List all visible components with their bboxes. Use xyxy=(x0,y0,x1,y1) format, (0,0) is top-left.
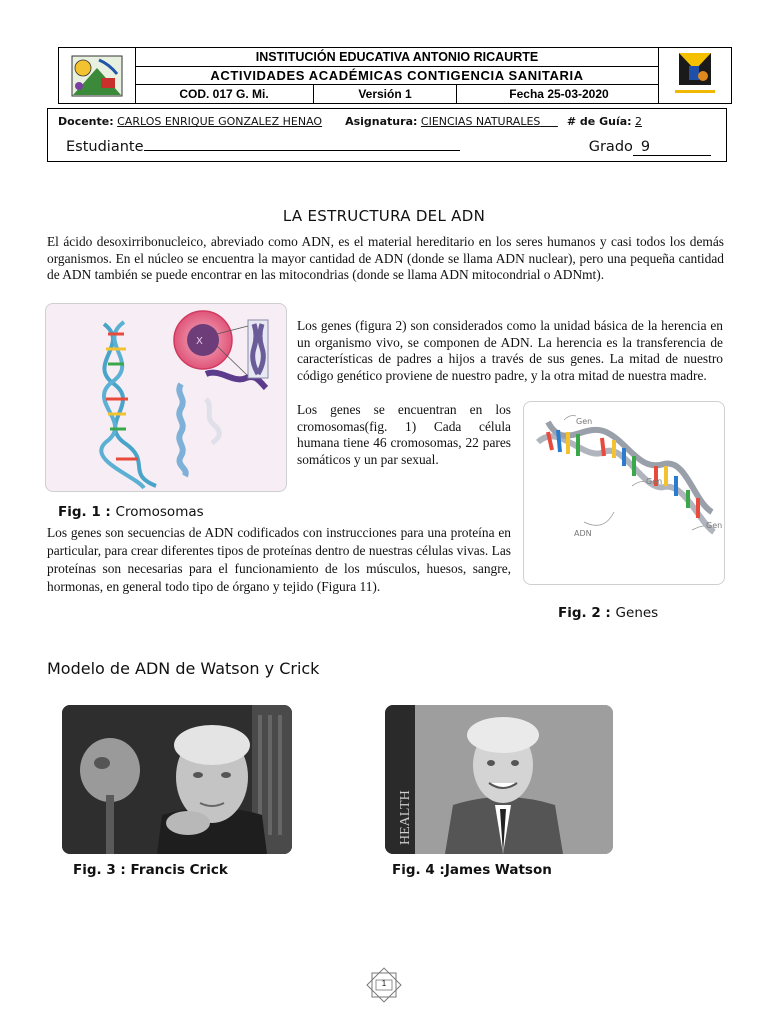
gene-label-1: Gen xyxy=(576,417,593,426)
gene-label-3: Gen xyxy=(706,521,723,530)
fig4-text: James Watson xyxy=(444,862,552,878)
grade-label: Grado xyxy=(588,139,633,155)
subject-name: CIENCIAS NATURALES xyxy=(420,115,541,128)
student-name-field[interactable] xyxy=(144,136,460,151)
fig2-text: Genes xyxy=(615,605,659,621)
guide-number: 2 xyxy=(635,115,643,128)
code-cell: COD. 017 G. Mi. xyxy=(135,84,314,103)
fig4-caption xyxy=(392,862,552,878)
section-heading: Modelo de ADN de Watson y Crick xyxy=(47,659,320,678)
genes-paragraph-3: Los genes son secuencias de ADN codificados con instrucciones para una proteína en particular, para crear diferentes tipos de proteínas dentro de nuestras células vivas. Las proteínas son necesarias para el funcionamiento de los músculos, huesos, sangre, hormonas, en general todo tipo de órgano y tejido (Figura 11). xyxy=(47,525,511,594)
fig4-label: Fig. 4 : xyxy=(392,862,445,878)
fig2-label: Fig. 2 : xyxy=(558,605,616,621)
fig1-text: Cromosomas xyxy=(115,504,204,520)
date-cell: Fecha 25-03-2020 xyxy=(509,87,609,101)
gene-label-2: Gen xyxy=(646,477,663,486)
subject-label: Asignatura: xyxy=(345,115,418,128)
fig2-caption xyxy=(558,605,658,621)
header-table xyxy=(58,47,732,104)
fig3-caption xyxy=(73,862,228,878)
genes-paragraph-1: Los genes (figura 2) son considerados como la unidad básica de la herencia en un organismo vivo, se componen de ADN. La herencia es la transferencia de características de padres a hijos a través de sus genes. La mitad de nuestro código genético proviene de nuestro padre, y la otra mitad de nuestra madre. xyxy=(297,318,723,383)
grade-value: 9 xyxy=(640,139,651,155)
chromosome-figure xyxy=(45,303,287,492)
activities-title: ACTIVIDADES ACADÉMICAS CONTIGENCIA SANITARIA xyxy=(135,66,659,85)
version-cell: Versión 1 xyxy=(314,84,457,103)
francis-crick-photo xyxy=(62,705,292,854)
fig3-label: Fig. 3 : xyxy=(73,862,131,878)
institution-name: INSTITUCIÓN EDUCATIVA ANTONIO RICAURTE xyxy=(135,48,659,67)
page-number-ornament xyxy=(366,967,402,1003)
page-title: LA ESTRUCTURA DEL ADN xyxy=(282,207,486,225)
svg-text:X: X xyxy=(196,336,203,347)
guide-label: # de Guía: xyxy=(566,115,632,128)
genes-figure xyxy=(523,401,725,585)
dna-label: ADN xyxy=(574,529,592,538)
teacher-line xyxy=(58,115,642,128)
grade-field[interactable] xyxy=(633,139,711,156)
fig1-label: Fig. 1 : xyxy=(58,504,116,520)
genes-paragraph-2: Los genes se encuentran en los cromosomas(fig. 1) Cada célula humana tiene 46 cromosomas, 22 pares somáticos y un par sexual. xyxy=(297,402,511,467)
student-label: Estudiante xyxy=(66,139,144,155)
fig3-text: Francis Crick xyxy=(130,862,228,878)
teacher-name: CARLOS ENRIQUE GONZALEZ HENAO xyxy=(117,115,323,128)
james-watson-photo xyxy=(385,705,613,854)
student-info-box xyxy=(47,108,727,162)
school-logo xyxy=(59,48,136,103)
page-number: 1 xyxy=(381,979,387,988)
institution-logo xyxy=(658,48,731,103)
fig1-caption xyxy=(58,504,204,520)
health-banner-text: HEALTH xyxy=(398,790,413,845)
student-line xyxy=(66,136,711,156)
intro-paragraph: El ácido desoxirribonucleico, abreviado como ADN, es el material hereditario en los seres humanos y casi todos los demás organismos. En el núcleo se encuentra la mayor cantidad de ADN (donde se llama ADN nuclear), pero una pequeña cantidad de ADN también se puede encontrar en las mitocondrias (donde se llama ADN mitocondrial o ADNmt). xyxy=(47,234,724,283)
teacher-label: Docente: xyxy=(58,115,114,128)
